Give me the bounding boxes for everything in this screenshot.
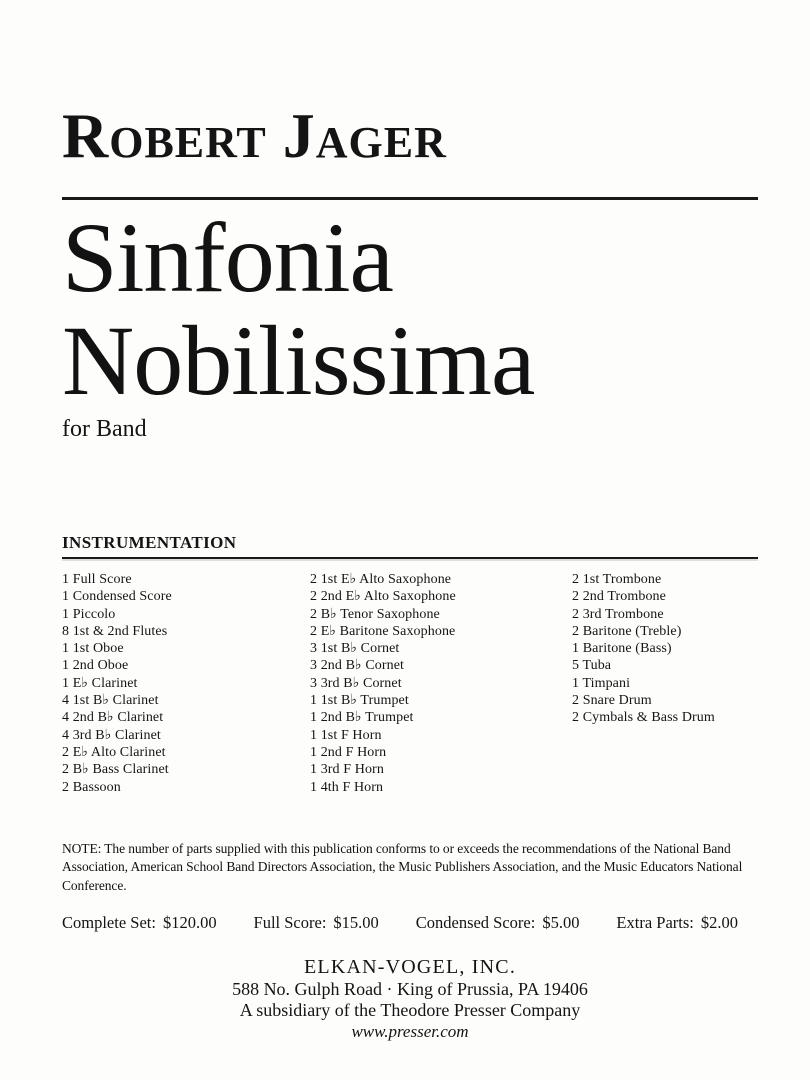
- price-label: Complete Set:: [62, 912, 156, 932]
- instrument-line: 2 2nd E♭ Alto Saxophone: [310, 589, 456, 605]
- price-label: Condensed Score:: [415, 912, 536, 932]
- instrument-line: 1 2nd Oboe: [62, 658, 129, 674]
- instrument-line: 4 2nd B♭ Clarinet: [62, 710, 164, 726]
- price-label: Full Score:: [253, 912, 327, 932]
- instrumentation-column-2: [310, 571, 572, 796]
- instrument-line: 2 Cymbals & Bass Drum: [572, 710, 715, 726]
- instrument-line: 5 Tuba: [572, 658, 612, 674]
- composer-divider: [62, 197, 758, 200]
- instrument-line: 1 Baritone (Bass): [572, 641, 672, 657]
- instrumentation-column-1: [62, 571, 310, 796]
- instrument-line: 2 Bassoon: [62, 779, 121, 795]
- publisher-website: www.presser.com: [351, 1021, 469, 1041]
- price-item-extra-parts: [616, 913, 738, 933]
- instrumentation-columns: [62, 571, 758, 796]
- instrument-line: 1 Full Score: [62, 572, 132, 587]
- instrument-line: 1 Condensed Score: [62, 589, 172, 605]
- note-paragraph: NOTE: The number of parts supplied with this publication conforms to or exceeds the recommendations of the National Band Association, American School Band Directors Association, the Music Publishers Association, and the Music Educators National Conference.: [62, 840, 743, 894]
- price-list: [62, 913, 738, 933]
- publisher-subsidiary: A subsidiary of the Theodore Presser Company: [239, 999, 581, 1020]
- instrument-line: 1 2nd B♭ Trumpet: [310, 710, 414, 726]
- composer-first-name: [62, 100, 267, 171]
- price-label: Extra Parts:: [616, 912, 694, 932]
- instrument-line: 3 1st B♭ Cornet: [310, 641, 400, 657]
- instrument-line: 2 B♭ Bass Clarinet: [62, 762, 169, 778]
- instrument-line: 2 1st E♭ Alto Saxophone: [310, 572, 452, 587]
- instrument-line: 2 E♭ Alto Clarinet: [62, 744, 166, 760]
- instrument-line: 2 2nd Trombone: [572, 589, 666, 605]
- instrument-line: 1 3rd F Horn: [310, 762, 384, 778]
- composer-last-rest: AGER: [315, 118, 447, 167]
- instrument-line: 2 Snare Drum: [572, 693, 652, 709]
- work-title: [62, 202, 758, 416]
- publisher-block: [62, 955, 758, 1042]
- instrument-line: 1 E♭ Clarinet: [62, 675, 138, 691]
- instrument-line: 1 1st Oboe: [62, 641, 124, 657]
- instrument-line: 3 2nd B♭ Cornet: [310, 658, 405, 674]
- instrumentation-divider: [62, 557, 758, 559]
- price-value: $5.00: [542, 912, 580, 932]
- instrument-line: 2 E♭ Baritone Saxophone: [310, 623, 456, 639]
- instrument-line: 2 1st Trombone: [572, 572, 662, 587]
- publisher-name: ELKAN-VOGEL, INC.: [303, 955, 517, 978]
- instrument-line: 2 3rd Trombone: [572, 606, 664, 622]
- instrument-line: 4 1st B♭ Clarinet: [62, 693, 159, 709]
- instrumentation-column-3: [572, 571, 715, 727]
- composer-first-initial: R: [62, 100, 110, 171]
- instrument-line: 1 2nd F Horn: [310, 744, 387, 760]
- work-title-line2: Nobilissima: [62, 305, 535, 416]
- instrument-line: 4 3rd B♭ Clarinet: [62, 727, 161, 743]
- composer-last-initial: J: [282, 100, 316, 171]
- instrument-line: 3 3rd B♭ Cornet: [310, 675, 402, 691]
- instrument-line: 1 1st B♭ Trumpet: [310, 693, 409, 709]
- price-item-complete-set: [62, 913, 217, 933]
- instrument-line: 2 Baritone (Treble): [572, 623, 682, 639]
- instrument-line: 1 4th F Horn: [310, 779, 384, 795]
- price-item-condensed-score: [416, 913, 580, 933]
- instrument-line: 1 Piccolo: [62, 606, 116, 622]
- work-subtitle: for Band: [62, 416, 147, 442]
- work-title-line1: Sinfonia: [62, 202, 393, 313]
- publisher-address: 588 No. Gulph Road · King of Prussia, PA 19406: [232, 978, 588, 999]
- composer-name: [62, 100, 758, 185]
- composer-last-name: [282, 100, 447, 171]
- price-value: $120.00: [162, 912, 217, 932]
- instrument-line: 2 B♭ Tenor Saxophone: [310, 606, 440, 622]
- instrument-line: 1 1st F Horn: [310, 727, 382, 743]
- instrument-line: 1 Timpani: [572, 675, 631, 691]
- instrument-line: 8 1st & 2nd Flutes: [62, 623, 168, 639]
- instrumentation-heading: INSTRUMENTATION: [62, 533, 237, 552]
- price-value: $15.00: [333, 912, 379, 932]
- price-value: $2.00: [700, 912, 738, 932]
- composer-first-rest: OBERT: [109, 118, 267, 167]
- price-item-full-score: [254, 913, 379, 933]
